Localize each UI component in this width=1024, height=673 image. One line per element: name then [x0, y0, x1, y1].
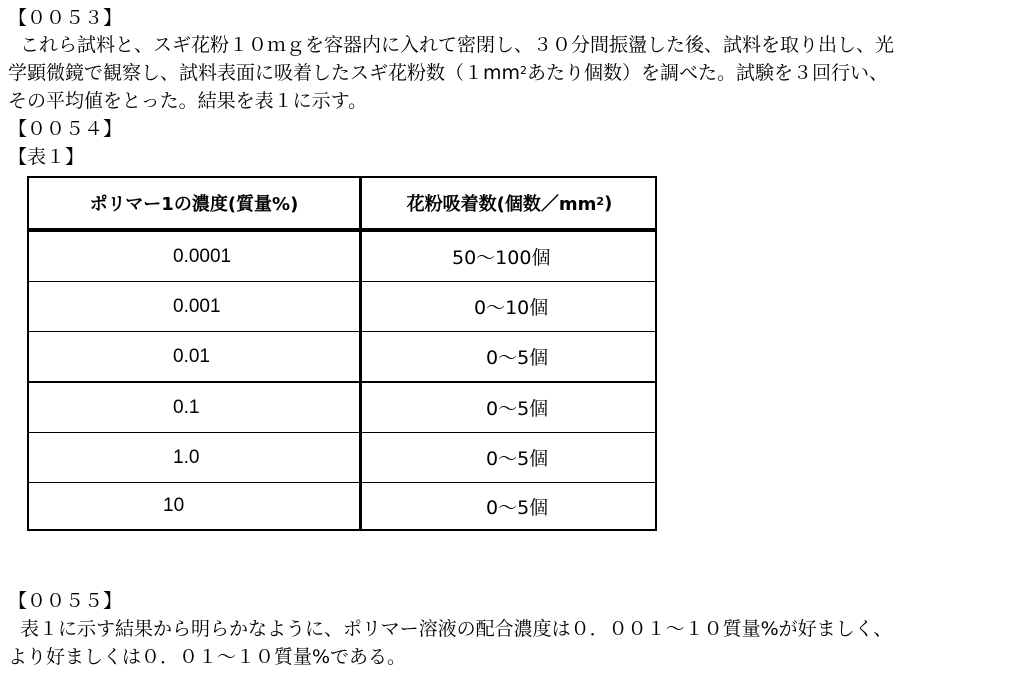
superscript-2: 2: [520, 64, 528, 77]
concentration-cell: 0.0001: [173, 245, 232, 267]
table-row: [29, 383, 655, 433]
table-row: [29, 332, 655, 383]
table-row: [29, 483, 655, 529]
concentration-cell: 0.01: [173, 345, 210, 367]
paragraph-0053-line-2-text-end: あたり個数）を調べた。試験を３回行い、: [527, 62, 889, 84]
concentration-cell: 10: [163, 495, 185, 516]
table-row: [29, 232, 655, 282]
paragraph-0053-line-1: これら試料と、スギ花粉１０ｍｇを容器内に入れて密閉し、３０分間振盪した後、試料を取り出し、光: [20, 34, 895, 56]
table-header-row: [29, 178, 655, 232]
count-cell: 50〜100個: [452, 247, 551, 269]
header-pollen-count-close: ): [604, 192, 613, 214]
table-row: [29, 282, 655, 332]
data-table: [27, 176, 657, 531]
paragraph-0055-line-1: 表１に示す結果から明らかなように、ポリマー溶液の配合濃度は０．００１〜１０質量%が好ましく、: [20, 618, 893, 640]
paragraph-0055-number: 【００５５】: [8, 590, 123, 612]
paragraph-0053-line-2-text: 学顕微鏡で観察し、試料表面に吸着したスギ花粉数（１mm: [8, 62, 521, 84]
concentration-cell: 0.001: [173, 295, 221, 317]
count-cell: 0〜5個: [486, 347, 549, 369]
paragraph-0055-line-2: より好ましくは０．０１〜１０質量%である。: [8, 646, 407, 668]
header-pollen-count: [362, 178, 657, 228]
paragraph-0054-number: 【００５４】: [8, 118, 123, 140]
paragraph-0053-line-2: [8, 61, 888, 85]
table-label: 【表１】: [8, 146, 85, 168]
paragraph-0053-line-3: その平均値をとった。結果を表１に示す。: [8, 90, 368, 112]
header-superscript-2: 2: [596, 194, 605, 208]
header-concentration: ポリマー1の濃度(質量%): [89, 194, 299, 215]
header-pollen-count-text: 花粉吸着数(個数／mm: [406, 194, 597, 215]
count-cell: 0〜5個: [486, 496, 549, 519]
count-cell: 0〜5個: [486, 448, 549, 470]
count-cell: 0〜10個: [474, 297, 549, 319]
table-row: [29, 433, 655, 483]
concentration-cell: 1.0: [173, 446, 200, 468]
count-cell: 0〜5個: [486, 398, 549, 420]
concentration-cell: 0.1: [173, 396, 200, 418]
paragraph-0053-number: 【００５３】: [8, 7, 123, 29]
